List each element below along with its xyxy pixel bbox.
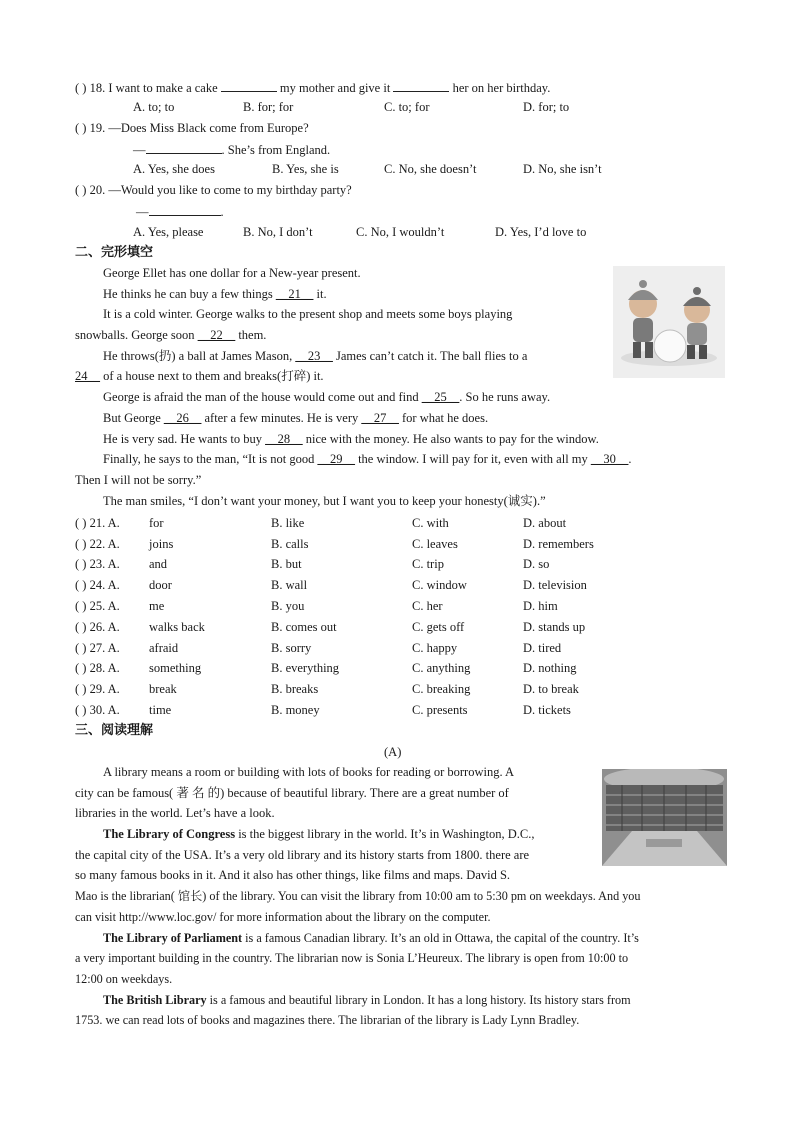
cq22-option-a[interactable]: joins bbox=[149, 537, 174, 551]
cq30-option-b[interactable]: B. money bbox=[271, 703, 320, 717]
cloze-line-4: snowballs. George soon __22__ them. bbox=[75, 328, 267, 343]
reading-line-11: 12:00 on weekdays. bbox=[75, 971, 173, 986]
cq23-number: ( ) 23. A. bbox=[75, 557, 120, 571]
q19-options bbox=[0, 160, 794, 178]
cloze-question-27 bbox=[0, 639, 794, 657]
cloze-line-7: George is afraid the man of the house would come out and find __25__. So he runs away. bbox=[103, 390, 551, 405]
q20-option-d[interactable]: D. Yes, I’d love to bbox=[495, 225, 587, 239]
cq26-option-c[interactable]: C. gets off bbox=[412, 620, 465, 634]
cq23-option-c[interactable]: C. trip bbox=[412, 557, 444, 571]
cq22-option-b[interactable]: B. calls bbox=[271, 537, 309, 551]
blank-25[interactable]: __25__ bbox=[421, 390, 460, 405]
q19-option-d[interactable]: D. No, she isn’t bbox=[523, 162, 602, 176]
kids-snowball-illustration bbox=[613, 266, 725, 378]
cq29-number: ( ) 29. A. bbox=[75, 682, 120, 696]
blank-21[interactable]: __21__ bbox=[275, 286, 314, 301]
cq27-option-c[interactable]: C. happy bbox=[412, 641, 458, 655]
blank-27[interactable]: __27__ bbox=[361, 410, 399, 425]
cq21-number: ( ) 21. A. bbox=[75, 516, 120, 530]
cloze-line-11: Then I will not be sorry.” bbox=[75, 472, 202, 487]
cq28-number: ( ) 28. A. bbox=[75, 661, 120, 675]
reading-line-10: a very important building in the country. The librarian now is Sonia L’Heureux. The library is open from 10:00 to bbox=[75, 951, 629, 966]
reading-line-12: The British Library is a famous and beautiful library in London. It has a long history. Its history stars from bbox=[103, 992, 631, 1007]
cloze-line-8: But George __26__ after a few minutes. He is very __27__ for what he does. bbox=[103, 410, 489, 425]
q18-option-a[interactable]: A. to; to bbox=[133, 100, 175, 114]
reading-line-2: city can be famous( 著 名 的) because of beautiful library. There are a great number of bbox=[75, 785, 509, 800]
cq24-option-c[interactable]: C. window bbox=[412, 578, 467, 592]
question-19 bbox=[75, 119, 309, 137]
cq24-option-a[interactable]: door bbox=[149, 578, 172, 592]
q19-option-c[interactable]: C. No, she doesn’t bbox=[384, 162, 477, 176]
q20-answer-tail: . bbox=[220, 205, 224, 219]
q18-text-b: my mother and give it bbox=[279, 81, 391, 95]
cq24-option-b[interactable]: B. wall bbox=[271, 578, 308, 592]
reading-line-4: The Library of Congress is the biggest library in the world. It’s in Washington, D.C., bbox=[103, 827, 535, 842]
cq29-option-b[interactable]: B. breaks bbox=[271, 682, 319, 696]
cq26-option-d[interactable]: D. stands up bbox=[523, 620, 586, 634]
q20-option-a[interactable]: A. Yes, please bbox=[133, 225, 204, 239]
reading-passage-top bbox=[75, 762, 590, 886]
cq28-option-c[interactable]: C. anything bbox=[412, 661, 471, 675]
section-title-reading: 三、阅读理解 bbox=[75, 723, 154, 738]
library-photo bbox=[602, 769, 727, 866]
blank-22[interactable]: __22__ bbox=[197, 328, 236, 343]
q20-number: ( ) 20. bbox=[75, 183, 106, 197]
cq25-option-c[interactable]: C. her bbox=[412, 599, 443, 613]
cq30-number: ( ) 30. A. bbox=[75, 703, 120, 717]
british-library-heading: The British Library bbox=[103, 992, 207, 1007]
library-photo-illustration bbox=[602, 769, 727, 866]
cq30-option-c[interactable]: C. presents bbox=[412, 703, 468, 717]
q20-blank[interactable] bbox=[149, 202, 221, 216]
q19-answer-line bbox=[133, 140, 330, 158]
library-of-parliament-heading: The Library of Parliament bbox=[103, 930, 243, 945]
cq27-option-d[interactable]: D. tired bbox=[523, 641, 562, 655]
blank-28[interactable]: __28__ bbox=[265, 431, 303, 446]
reading-line-1: A library means a room or building with lots of books for reading or borrowing. A bbox=[103, 765, 515, 779]
q20-dash: — bbox=[136, 205, 149, 219]
cq26-option-b[interactable]: B. comes out bbox=[271, 620, 337, 634]
kids-snowball-image bbox=[613, 266, 725, 378]
cloze-question-28 bbox=[0, 659, 794, 677]
q20-answer-line bbox=[136, 202, 224, 220]
cq26-number: ( ) 26. A. bbox=[75, 620, 120, 634]
reading-line-9: The Library of Parliament is a famous Canadian library. It’s an old in Ottawa, the capital of the country. It’s bbox=[103, 930, 639, 945]
q18-number: ( ) 18. bbox=[75, 81, 106, 95]
cq27-number: ( ) 27. A. bbox=[75, 641, 120, 655]
cq25-number: ( ) 25. A. bbox=[75, 599, 120, 613]
question-18 bbox=[75, 78, 550, 96]
cq25-option-a[interactable]: me bbox=[149, 599, 165, 613]
q18-blank-2[interactable] bbox=[393, 78, 449, 92]
cq27-option-b[interactable]: B. sorry bbox=[271, 641, 312, 655]
q18-blank-1[interactable] bbox=[221, 78, 277, 92]
cq22-option-c[interactable]: C. leaves bbox=[412, 537, 458, 551]
q19-dash: — bbox=[133, 143, 146, 157]
blank-26[interactable]: __26__ bbox=[163, 410, 202, 425]
cloze-passage-bottom bbox=[75, 387, 735, 511]
cloze-question-26 bbox=[0, 618, 794, 636]
cloze-line-9: He is very sad. He wants to buy __28__ nice with the money. He also wants to pay for the window. bbox=[103, 431, 599, 446]
cq22-option-d[interactable]: D. remembers bbox=[523, 537, 594, 551]
cloze-line-12: The man smiles, “I don’t want your money, but I want you to keep your honesty(诚实).” bbox=[103, 493, 546, 508]
cq25-option-d[interactable]: D. him bbox=[523, 599, 558, 613]
cloze-question-25 bbox=[0, 597, 794, 615]
cloze-line-10: Finally, he says to the man, “It is not good __29__ the window. I will pay for it, even with all my __30__. bbox=[103, 452, 632, 467]
cq24-number: ( ) 24. A. bbox=[75, 578, 120, 592]
q18-text-c: her on her birthday. bbox=[452, 81, 551, 95]
cloze-line-5: He throws(扔) a ball at James Mason, __23__ James can’t catch it. The ball flies to a bbox=[103, 348, 528, 363]
cq26-option-a[interactable]: walks back bbox=[149, 620, 205, 634]
q18-option-d[interactable]: D. for; to bbox=[523, 100, 570, 114]
cloze-line-3: It is a cold winter. George walks to the present shop and meets some boys playing bbox=[103, 307, 513, 322]
cloze-question-29 bbox=[0, 680, 794, 698]
q18-options bbox=[0, 98, 794, 116]
q19-text: —Does Miss Black come from Europe? bbox=[108, 121, 309, 135]
cq30-option-a[interactable]: time bbox=[149, 703, 172, 717]
cloze-question-24 bbox=[0, 576, 794, 594]
reading-line-13: 1753. we can read lots of books and magazines there. The librarian of the library is Lady Lynn Bradley. bbox=[75, 1013, 580, 1028]
cq28-option-d[interactable]: D. nothing bbox=[523, 661, 577, 675]
q19-number: ( ) 19. bbox=[75, 121, 106, 135]
blank-29[interactable]: __29__ bbox=[317, 452, 355, 467]
cq30-option-d[interactable]: D. tickets bbox=[523, 703, 571, 717]
reading-line-6: so many famous books in it. And it also has other things, like films and maps. David S. bbox=[75, 868, 511, 883]
q18-text-a: I want to make a cake bbox=[108, 81, 218, 95]
cq28-option-a[interactable]: something bbox=[149, 661, 202, 675]
cloze-line-6: 24__ of a house next to them and breaks(打碎) it. bbox=[75, 369, 324, 384]
q20-text: —Would you like to come to my birthday party? bbox=[108, 183, 352, 197]
cq25-option-b[interactable]: B. you bbox=[271, 599, 305, 613]
q20-options bbox=[0, 223, 794, 241]
section-title-cloze: 二、完形填空 bbox=[75, 245, 154, 260]
question-20 bbox=[75, 181, 352, 199]
blank-23[interactable]: __23__ bbox=[295, 348, 333, 363]
reading-line-8: can visit http://www.loc.gov/ for more information about the library on the computer. bbox=[75, 909, 491, 924]
cloze-line-1: George Ellet has one dollar for a New-year present. bbox=[103, 266, 361, 280]
cq29-option-d[interactable]: D. to break bbox=[523, 682, 579, 696]
cq21-option-a[interactable]: for bbox=[149, 516, 164, 530]
passage-label-a: (A) bbox=[384, 745, 402, 759]
cq21-option-b[interactable]: B. like bbox=[271, 516, 305, 530]
cloze-question-21 bbox=[0, 514, 794, 532]
q20-option-b[interactable]: B. No, I don’t bbox=[243, 225, 313, 239]
blank-24[interactable]: 24__ bbox=[75, 369, 100, 384]
q19-answer-tail: . She’s from England. bbox=[221, 143, 331, 157]
cq23-option-d[interactable]: D. so bbox=[523, 557, 550, 571]
cq28-option-b[interactable]: B. everything bbox=[271, 661, 340, 675]
reading-line-7: Mao is the librarian( 馆长) of the library. You can visit the library from 10:00 am to 5:30 pm on weekdays. And you bbox=[75, 889, 641, 904]
cq24-option-d[interactable]: D. television bbox=[523, 578, 587, 592]
q19-blank[interactable] bbox=[146, 140, 222, 154]
cloze-question-30 bbox=[0, 701, 794, 719]
cq21-option-d[interactable]: D. about bbox=[523, 516, 567, 530]
reading-line-5: the capital city of the USA. It’s a very old library and its history starts from 1800. there are bbox=[75, 847, 530, 862]
cq29-option-c[interactable]: C. breaking bbox=[412, 682, 471, 696]
q18-option-b[interactable]: B. for; for bbox=[243, 100, 294, 114]
cloze-question-23 bbox=[0, 555, 794, 573]
cloze-line-2: He thinks he can buy a few things __21__ it. bbox=[103, 286, 327, 301]
cq27-option-a[interactable]: afraid bbox=[149, 641, 179, 655]
cq23-option-b[interactable]: B. but bbox=[271, 557, 302, 571]
cq29-option-a[interactable]: break bbox=[149, 682, 177, 696]
cq22-number: ( ) 22. A. bbox=[75, 537, 120, 551]
cq23-option-a[interactable]: and bbox=[149, 557, 168, 571]
q20-option-c[interactable]: C. No, I wouldn’t bbox=[356, 225, 445, 239]
cloze-question-22 bbox=[0, 535, 794, 553]
q19-option-a[interactable]: A. Yes, she does bbox=[133, 162, 215, 176]
reading-line-3: libraries in the world. Let’s have a look. bbox=[75, 806, 275, 821]
blank-30[interactable]: __30__ bbox=[590, 452, 629, 467]
cloze-passage-top bbox=[75, 263, 600, 387]
q19-option-b[interactable]: B. Yes, she is bbox=[272, 162, 339, 176]
reading-passage-bottom bbox=[75, 886, 735, 1031]
library-of-congress-heading: The Library of Congress bbox=[103, 827, 236, 842]
q18-option-c[interactable]: C. to; for bbox=[384, 100, 430, 114]
cq21-option-c[interactable]: C. with bbox=[412, 516, 449, 530]
